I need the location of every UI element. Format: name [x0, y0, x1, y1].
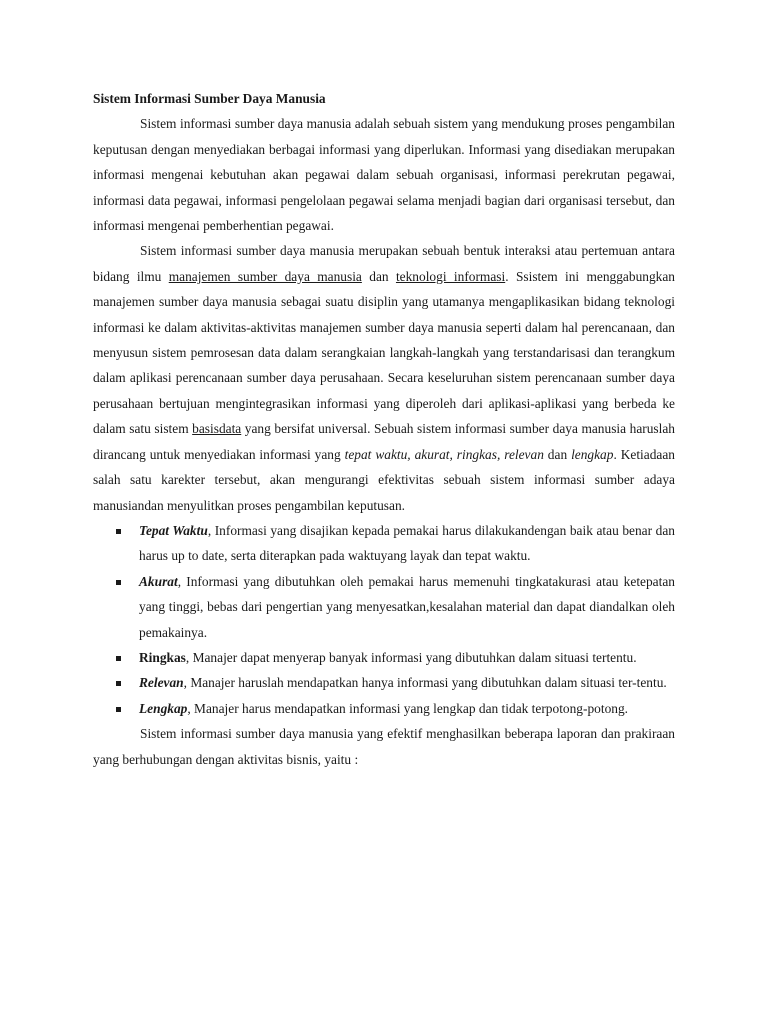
paragraph-2-text-5: dan: [543, 446, 572, 462]
paragraph-2-text-2: dan: [361, 268, 396, 284]
paragraph-2-text-4: yang bersifat universal. Sebuah sistem informasi sumber daya manusia haruslah dirancang untuk menyediakan informasi yang: [93, 421, 675, 462]
square-bullet-icon: [116, 580, 121, 585]
list-item-desc: , Manajer dapat menyerap banyak informasi yang dibutuhkan dalam situasi tertentu.: [185, 649, 637, 665]
list-item: [139, 670, 675, 695]
link-basisdata[interactable]: basisdata: [192, 421, 242, 437]
document-title: Sistem Informasi Sumber Daya Manusia: [93, 91, 326, 106]
list-item-desc: , Manajer haruslah mendapatkan hanya informasi yang dibutuhkan dalam situasi ter-tentu.: [183, 675, 667, 691]
list-item-desc: , Informasi yang dibutuhkan oleh pemakai harus memenuhi tingkatakurasi atau ketepatan yang tinggi, bebas dari pengertian yang menyesatkan,kesalahan material dan dapat diandalkan oleh pemakainya.: [139, 573, 675, 640]
paragraph-3: Sistem informasi sumber daya manusia yang efektif menghasilkan beberapa laporan dan prakiraan yang berhubungan dengan aktivitas bisnis, yaitu :: [93, 726, 675, 767]
square-bullet-icon: [116, 681, 121, 686]
document-page: [93, 86, 675, 772]
list-item-term: Lengkap: [139, 700, 188, 716]
list-item-term: Ringkas: [139, 649, 186, 665]
list-item-term: Tepat Waktu: [139, 522, 208, 538]
list-item-desc: , Manajer harus mendapatkan informasi yang lengkap dan tidak terpotong-potong.: [187, 700, 629, 716]
square-bullet-icon: [116, 529, 121, 534]
paragraph-1: Sistem informasi sumber daya manusia adalah sebuah sistem yang mendukung proses pengambilan keputusan dengan menyediakan berbagai informasi yang diperlukan. Informasi yang disediakan merupakan informasi mengenai kebutuhan akan pegawai dalam sebuah organisasi, informasi perekrutan pegawai, informasi data pegawai, informasi pengelolaan pegawai selama menjadi bagian dari organisasi tersebut, dan informasi mengenai pemberhentian pegawai.: [93, 116, 675, 234]
list-item-term: Relevan: [139, 675, 184, 691]
square-bullet-icon: [116, 656, 121, 661]
criteria-list: [93, 518, 675, 721]
paragraph-2-text-1: Sistem informasi sumber daya manusia merupakan sebuah bentuk interaksi atau pertemuan antara bidang ilmu: [93, 243, 675, 284]
paragraph-2-text-6: . Ketiadaan salah satu karekter tersebut, akan mengurangi efektivitas sebuah sistem informasi sumber adaya manusiandan menyulitkan proses pengambilan keputusan.: [93, 446, 675, 513]
link-manajemen-sdm[interactable]: manajemen sumber daya manusia: [168, 268, 362, 284]
paragraph-2-italic-1: tepat waktu, akurat, ringkas, relevan: [344, 446, 544, 462]
list-item-term: Akurat: [139, 573, 178, 589]
list-item: [139, 696, 675, 721]
list-item: [139, 569, 675, 645]
link-teknologi-informasi[interactable]: teknologi informasi: [395, 268, 506, 284]
list-item: [139, 518, 675, 569]
list-item: [139, 645, 675, 670]
paragraph-2-italic-2: lengkap: [571, 446, 614, 462]
square-bullet-icon: [116, 707, 121, 712]
paragraph-2-text-3: . Ssistem ini menggabungkan manajemen sumber daya manusia sebagai suatu disiplin yang utamanya mengaplikasikan bidang teknologi informasi ke dalam aktivitas-aktivitas manajemen sumber daya manusia seperti dalam hal perencanaan, dan menyusun sistem pemrosesan data dalam serangkaian langkah-langkah yang terstandarisasi dan terangkum dalam aplikasi perencanaan sumber daya perusahaan. Secara keseluruhan sistem perencanaan sumber daya perusahaan bertujuan mengintegrasikan informasi yang diperoleh dari aplikasi-aplikasi yang berbeda ke dalam satu sistem: [93, 268, 675, 437]
list-item-desc: , Informasi yang disajikan kepada pemakai harus dilakukandengan baik atau benar dan harus up to date, serta diterapkan pada waktuyang layak dan tepat waktu.: [139, 522, 675, 564]
paragraph-2: [93, 238, 675, 517]
